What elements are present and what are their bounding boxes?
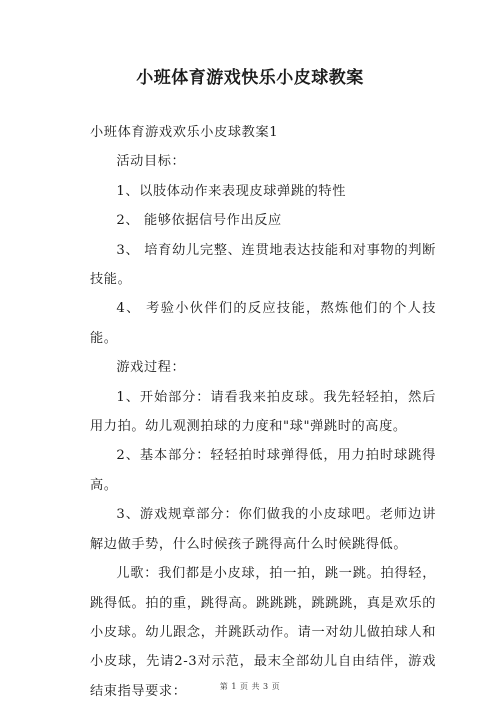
process-step: 3、游戏规章部分：你们做我的小皮球吧。老师边讲解边做手势，什么时候孩子跳得高什么时候跳得低。: [90, 507, 436, 552]
page-footer: 第 1 页 共 3 页: [219, 682, 281, 691]
process-heading: 游戏过程：: [116, 360, 186, 376]
process-step: 2、基本部分：轻轻拍时球弹得低，用力拍时球跳得高。: [90, 448, 436, 493]
objective-item: 1、以肢体动作来表现皮球弹跳的特性: [116, 183, 346, 199]
document-body: [90, 118, 436, 706]
section-heading: 小班体育游戏欢乐小皮球教案1: [90, 125, 279, 140]
objective-item: 4、 考验小伙伴们的反应技能，熬炼他们的个人技能。: [90, 301, 436, 346]
document-title: 小班体育游戏快乐小皮球教案: [136, 68, 364, 88]
process-step: 1、开始部分：请看我来拍皮球。我先轻轻拍，然后用力拍。幼儿观测拍球的力度和"球"弹跳时的高度。: [90, 389, 436, 435]
nursery-rhyme-paragraph: 儿歌：我们都是小皮球，拍一拍，跳一跳。拍得轻，跳得低。拍的重，跳得高。跳跳跳，跳跳跳，真是欢乐的小皮球。幼儿跟念，并跳跃动作。请一对幼儿做拍球人和小皮球，先请2-3对示范，最末全部幼儿自由结伴，游戏结束指导要求：: [90, 566, 436, 699]
objective-item: 2、 能够依据信号作出反应: [116, 213, 282, 229]
objective-item: 3、 培育幼儿完整、连贯地表达技能和对事物的判断技能。: [90, 242, 436, 288]
objectives-heading: 活动目标：: [116, 154, 186, 170]
